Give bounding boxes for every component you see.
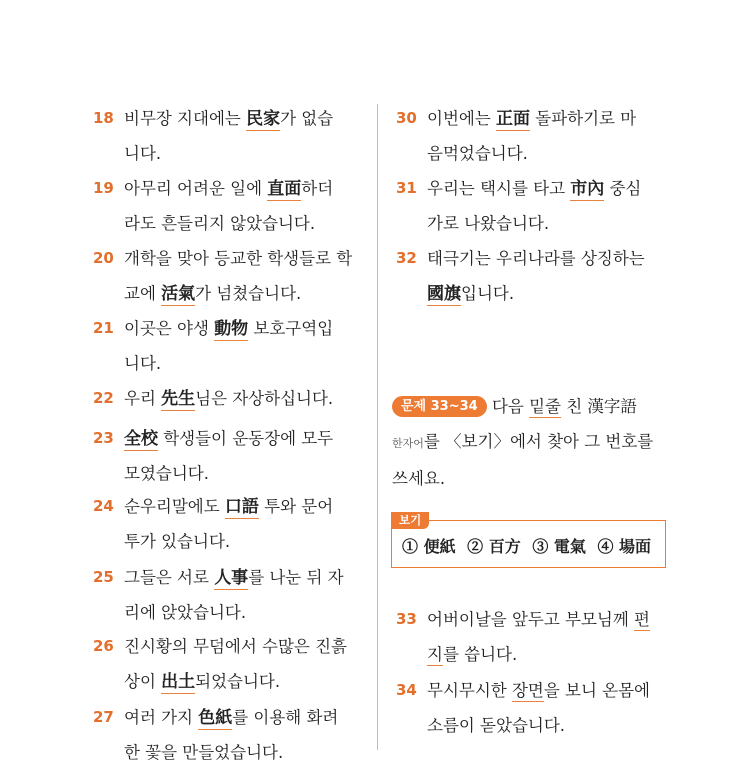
question-item — [93, 629, 373, 699]
text-segment: 상이 — [124, 672, 162, 691]
example-option-3: ③ 電氣 — [532, 537, 586, 556]
question-number: 24 — [93, 497, 114, 515]
question-text-line — [124, 171, 333, 207]
text-segment: 한 꽃을 만들었습니다. — [124, 743, 284, 762]
text-segment: 라도 흔들리지 않았습니다. — [124, 214, 316, 233]
question-item — [93, 560, 373, 630]
example-option-2: ② 百方 — [467, 537, 521, 556]
question-item — [396, 171, 676, 241]
question-text-line — [124, 560, 344, 596]
example-box-label: 보기 — [391, 512, 429, 529]
text-segment: 를 나눈 뒤 자 — [248, 568, 344, 587]
question-text-line — [427, 206, 549, 241]
question-text-line — [124, 276, 301, 312]
question-text-line — [124, 629, 347, 664]
question-number: 23 — [93, 429, 114, 447]
question-number: 34 — [396, 681, 417, 699]
text-segment: 여러 가지 — [124, 708, 199, 727]
question-text-line — [427, 276, 514, 312]
text-segment: 니다. — [124, 144, 162, 163]
question-number: 18 — [93, 109, 114, 127]
text-segment: 태극기는 우리나라를 상징하는 — [427, 249, 645, 268]
text-segment: 이번에는 — [427, 109, 497, 128]
question-text-line — [124, 136, 161, 171]
question-item — [396, 602, 676, 672]
text-segment: 순우리말에도 — [124, 497, 225, 516]
question-text-line — [427, 101, 636, 137]
text-segment: 돌파하기로 마 — [530, 109, 637, 128]
question-number: 32 — [396, 249, 417, 267]
text-segment: 우리 — [124, 389, 162, 408]
question-text-line — [124, 381, 333, 417]
hanja-word: 人事 — [214, 568, 249, 588]
text-segment: 그들은 서로 — [124, 568, 215, 587]
question-item — [93, 241, 373, 311]
question-text-line — [124, 206, 315, 241]
hanja-word: 正面 — [496, 109, 531, 129]
text-segment: 진시황의 무덤에서 수많은 진흙 — [124, 637, 347, 656]
text-segment: 비무장 지대에는 — [124, 109, 247, 128]
text-segment: 하더 — [301, 179, 334, 198]
question-number: 30 — [396, 109, 417, 127]
question-number: 20 — [93, 249, 114, 267]
hanja-word: 色紙 — [198, 708, 233, 728]
question-text-line — [427, 602, 650, 637]
question-text-line — [124, 595, 246, 630]
text-segment: 을 보니 온몸에 — [543, 681, 650, 700]
question-text-line — [124, 489, 333, 525]
text-segment: 아무리 어려운 일에 — [124, 179, 268, 198]
question-text-line — [124, 524, 230, 559]
reading-annotation: 한자어 — [392, 437, 424, 450]
question-text-line — [124, 735, 283, 770]
hanja-word: 動物 — [214, 319, 249, 339]
text-segment: 중심 — [604, 179, 642, 198]
hanja-word: 直面 — [267, 179, 302, 199]
example-options — [402, 534, 657, 557]
text-segment: 입니다. — [461, 284, 515, 303]
question-number: 26 — [93, 637, 114, 655]
question-item — [93, 421, 373, 491]
text-segment: 리에 앉았습니다. — [124, 603, 247, 622]
underlined-word: 지 — [427, 645, 443, 664]
text-segment: 님은 자상하십니다. — [195, 389, 334, 408]
question-text-line — [427, 673, 650, 708]
text-segment: 를 씁니다. — [442, 645, 518, 664]
text-segment: 이곳은 야생 — [124, 319, 215, 338]
hanja-word: 先生 — [161, 389, 196, 409]
question-text-line — [124, 241, 352, 276]
text-segment: 투가 있습니다. — [124, 532, 231, 551]
text-segment: 가 없습 — [280, 109, 334, 128]
question-item — [396, 673, 676, 743]
question-range-badge: 문제 33~34 — [392, 396, 487, 417]
question-item — [93, 101, 373, 171]
text-segment: 어버이날을 앞두고 부모님께 — [427, 610, 635, 629]
text-segment: 소름이 돋았습니다. — [427, 716, 566, 735]
hanja-word: 活氣 — [161, 284, 196, 304]
underlined-word: 편 — [634, 610, 650, 629]
question-number: 25 — [93, 568, 114, 586]
hanja-word: 市內 — [570, 179, 605, 199]
question-text-line — [124, 456, 209, 491]
question-number: 31 — [396, 179, 417, 197]
question-text-line — [427, 136, 528, 171]
question-item — [93, 171, 373, 241]
question-text-line — [427, 171, 641, 207]
text-segment: 우리는 택시를 타고 — [427, 179, 571, 198]
text-segment: 니다. — [124, 354, 162, 373]
question-text-line — [427, 637, 517, 672]
hanja-word: 全校 — [124, 429, 158, 449]
text-segment: 교에 — [124, 284, 162, 303]
text-segment: 음먹었습니다. — [427, 144, 528, 163]
text-segment: 무시무시한 — [427, 681, 512, 700]
question-number: 33 — [396, 610, 417, 628]
underlined-word: 장면 — [511, 681, 544, 700]
text-segment: 모였습니다. — [124, 464, 209, 483]
question-text-line — [124, 346, 161, 381]
question-item — [93, 489, 373, 559]
question-number: 19 — [93, 179, 114, 197]
hanja-word: 國旗 — [427, 284, 461, 304]
question-item — [93, 381, 373, 416]
question-text-line — [124, 700, 338, 736]
question-number: 21 — [93, 319, 114, 337]
column-divider — [377, 104, 378, 750]
question-text-line — [124, 101, 333, 137]
question-number: 22 — [93, 389, 114, 407]
text-segment: 투와 문어 — [258, 497, 334, 516]
text-segment: 가 넘쳤습니다. — [195, 284, 302, 303]
question-item — [93, 700, 373, 770]
hanja-word: 出土 — [161, 672, 196, 692]
question-text-line — [124, 421, 333, 457]
question-text-line — [427, 708, 565, 743]
question-text-line — [124, 664, 280, 700]
text-segment: 학생들이 운동장에 모두 — [158, 429, 334, 448]
text-segment: 개학을 맞아 등교한 학생들로 학 — [124, 249, 353, 268]
example-option-4: ④ 場面 — [597, 537, 652, 556]
question-number: 27 — [93, 708, 114, 726]
question-text-line — [427, 241, 645, 276]
question-item — [93, 311, 373, 381]
text-segment: 를 이용해 화려 — [232, 708, 339, 727]
question-text-line — [124, 311, 333, 347]
question-item — [396, 241, 676, 311]
hanja-word: 口語 — [224, 497, 259, 517]
example-option-1: ① 便紙 — [402, 537, 456, 556]
section-instruction: 문제 33~34 다음 밑줄 친 漢字語 한자어를 〈보기〉에서 찾아 그 번호를 쓰세요. — [392, 397, 654, 488]
hanja-word: 民家 — [246, 109, 281, 129]
text-segment: 보호구역입 — [248, 319, 334, 338]
question-item — [396, 101, 676, 171]
text-segment: 되었습니다. — [195, 672, 281, 691]
text-segment: 가로 나왔습니다. — [427, 214, 550, 233]
